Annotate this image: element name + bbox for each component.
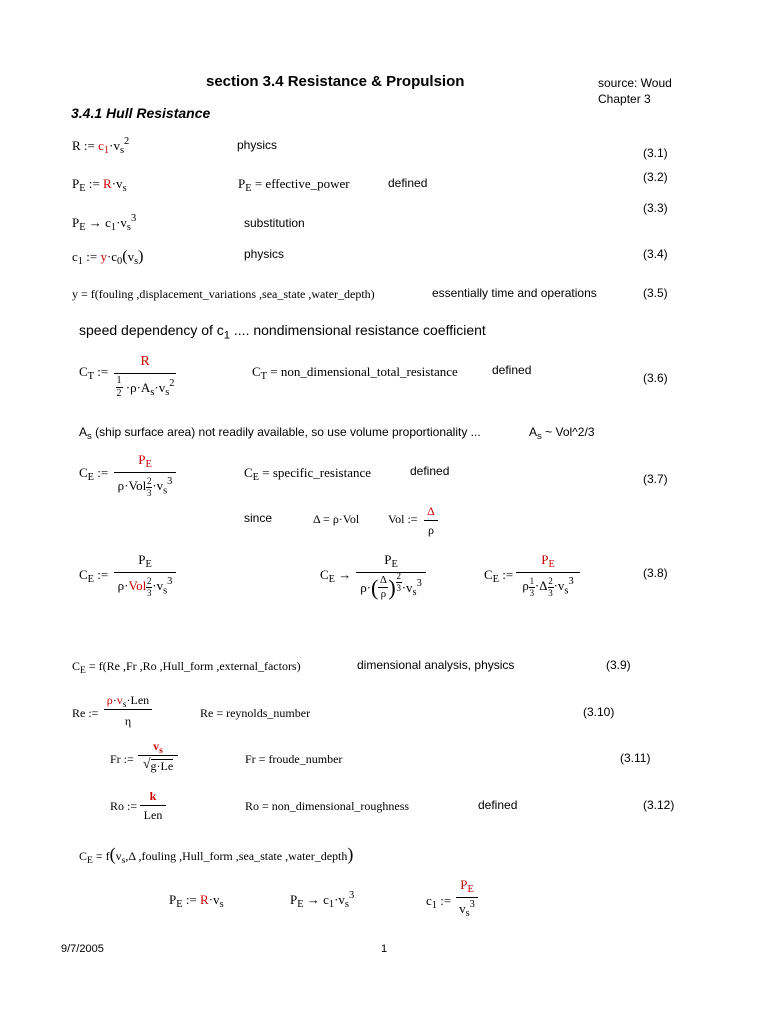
- source-line-1: source: Woud: [598, 76, 672, 90]
- equation-number-3-7: (3.7): [643, 472, 668, 486]
- equation-3-9: $C_E = f(Re$ ,Fr ,Ro ,Hull_form ,external_factors): [72, 659, 301, 676]
- description-3-3: substitution: [244, 216, 305, 230]
- equation-number-3-9: (3.9): [606, 658, 631, 672]
- equation-number-3-10: (3.10): [583, 705, 615, 719]
- equation-number-3-11: (3.11): [620, 751, 651, 765]
- equation-3-6-lhs: $C_T$ :=: [79, 364, 109, 383]
- equation-ce-f: = f: [95, 849, 110, 863]
- displacement-definition: Δ = ρ·Vol: [313, 512, 360, 526]
- equation-3-8b-lhs: $C_E$ →: [320, 567, 352, 586]
- description-3-2: defined: [388, 176, 428, 190]
- surface-area-note: $A_s$ (ship surface area) not readily available, so use volume proportionality ...: [79, 425, 481, 442]
- equation-3-10-lhs: Re :=: [72, 706, 99, 720]
- bottom-equation-pe: $P_E$ := $R\cdot v_s$: [169, 892, 224, 911]
- equation-3-1: R := $c_1\cdot v_s^2$: [72, 135, 130, 157]
- equation-number-3-1: (3.1): [643, 146, 668, 160]
- equation-3-6-fraction: R $\frac{1}{2}$ $\cdot\rho\cdot A_s\cdot v_s^2$: [114, 355, 176, 399]
- equation-ce-args-head: v: [115, 849, 122, 863]
- description-3-12: defined: [478, 798, 518, 812]
- equation-3-12-definition: Ro = non_dimensional_roughness: [245, 799, 410, 813]
- bottom-equation-c1-fraction: $P_E$ $v_s^3$: [456, 878, 478, 915]
- equation-3-11-fraction: $v_s$ √ g·Le: [138, 740, 178, 772]
- equation-3-8b-fraction: $P_E$ ρ· ( $\frac{\Delta}{\rho}$ ) $^{\frac{2}{3}}$ $\cdot v_s^3$: [356, 553, 426, 600]
- footer-date: 9/7/2005: [61, 943, 104, 955]
- subsection-title: 3.4.1 Hull Resistance: [71, 105, 211, 121]
- equation-3-6-definition-text: = non_dimensional_total_resistance: [270, 364, 458, 379]
- equation-3-11-lhs: Fr :=: [110, 752, 134, 766]
- description-3-9: dimensional analysis, physics: [357, 658, 515, 672]
- equation-3-8a-fraction: $P_E$ ρ·Vol $^{\frac{2}{3}}$ $\cdot v_s^3$: [114, 553, 176, 598]
- volume-equation-fraction: Δ ρ: [424, 505, 438, 536]
- equation-3-2-definition: $P_E$ = effective_power: [238, 176, 350, 195]
- equation-number-3-4: (3.4): [643, 247, 668, 261]
- footer-page-number: 1: [381, 943, 388, 955]
- description-3-6: defined: [492, 363, 532, 377]
- since-label: since: [244, 511, 273, 525]
- equation-3-3: $P_E \to c_1\cdot v_s^3$: [72, 212, 137, 234]
- equation-3-12-fraction: k Len: [140, 790, 166, 821]
- equation-number-3-6: (3.6): [643, 371, 668, 385]
- volume-equation-lhs: Vol :=: [388, 512, 418, 526]
- equation-number-3-8: (3.8): [643, 566, 668, 580]
- equation-3-9-rhs: = f(Re ,Fr ,Ro ,Hull_form ,external_factors): [88, 659, 301, 673]
- equation-3-12-lhs: Ro :=: [110, 799, 138, 813]
- equation-ce-function: $C_E = f(v_s,\Delta$ ,fouling ,Hull_form ,sea_state ,water_depth): [79, 844, 354, 866]
- equation-3-2: $P_E$ := $R\cdot v_s$: [72, 176, 127, 195]
- source-line-2: Chapter 3: [598, 92, 651, 106]
- equation-number-3-12: (3.12): [643, 798, 675, 812]
- equation-number-3-3: (3.3): [643, 201, 668, 215]
- speed-dependency-note: speed dependency of $c_1$ .... nondimensional resistance coefficient: [79, 322, 486, 342]
- equation-3-8c-fraction: $P_E$ ρ $^{\frac{1}{3}}$ ·Δ $^{\frac{2}{3}}$ $\cdot v_s^3$: [516, 553, 580, 598]
- bottom-equation-pe-arrow: $P_E \to c_1\cdot v_s^3$: [290, 889, 355, 911]
- bottom-equation-c1-lhs: $c_1$ :=: [426, 893, 452, 912]
- equation-3-6-definition: $C_T$ = non_dimensional_total_resistance: [252, 364, 458, 383]
- equation-3-5: y = f(fouling ,displacement_variations ,sea_state ,water_depth): [72, 287, 375, 301]
- equation-3-10-fraction: $\rho\cdot v_s\cdot Len$ η: [104, 694, 152, 727]
- description-3-1: physics: [237, 138, 278, 152]
- page-title: section 3.4 Resistance & Propulsion: [206, 73, 465, 90]
- equation-3-7-lhs: $C_E$ :=: [79, 465, 109, 484]
- equation-number-3-5: (3.5): [643, 286, 668, 300]
- equation-3-7-definition-text: = specific_resistance: [262, 465, 372, 480]
- description-3-4: physics: [244, 247, 285, 261]
- equation-ce-args-tail: ,Δ ,fouling ,Hull_form ,sea_state ,water_depth: [125, 849, 348, 863]
- equation-3-8c-lhs: $C_E$ :=: [484, 567, 514, 586]
- equation-3-4: $c_1$ := $y\cdot c_0(v_s)$: [72, 248, 144, 268]
- equation-3-7-fraction: $P_E$ ρ·Vol $^{\frac{2}{3}}$ $\cdot v_s^3$: [114, 453, 176, 498]
- equation-3-10-definition: Re = reynolds_number: [200, 706, 311, 720]
- equation-3-11-definition: Fr = froude_number: [245, 752, 343, 766]
- equation-3-8a-lhs: $C_E$ :=: [79, 567, 109, 586]
- equation-3-7-definition: $C_E$ = specific_resistance: [244, 465, 372, 484]
- equation-number-3-2: (3.2): [643, 170, 668, 184]
- description-3-5: essentially time and operations: [432, 286, 597, 300]
- description-3-7: defined: [410, 464, 450, 478]
- surface-area-proportionality: $A_s$ ~ Vol^2/3: [529, 425, 595, 442]
